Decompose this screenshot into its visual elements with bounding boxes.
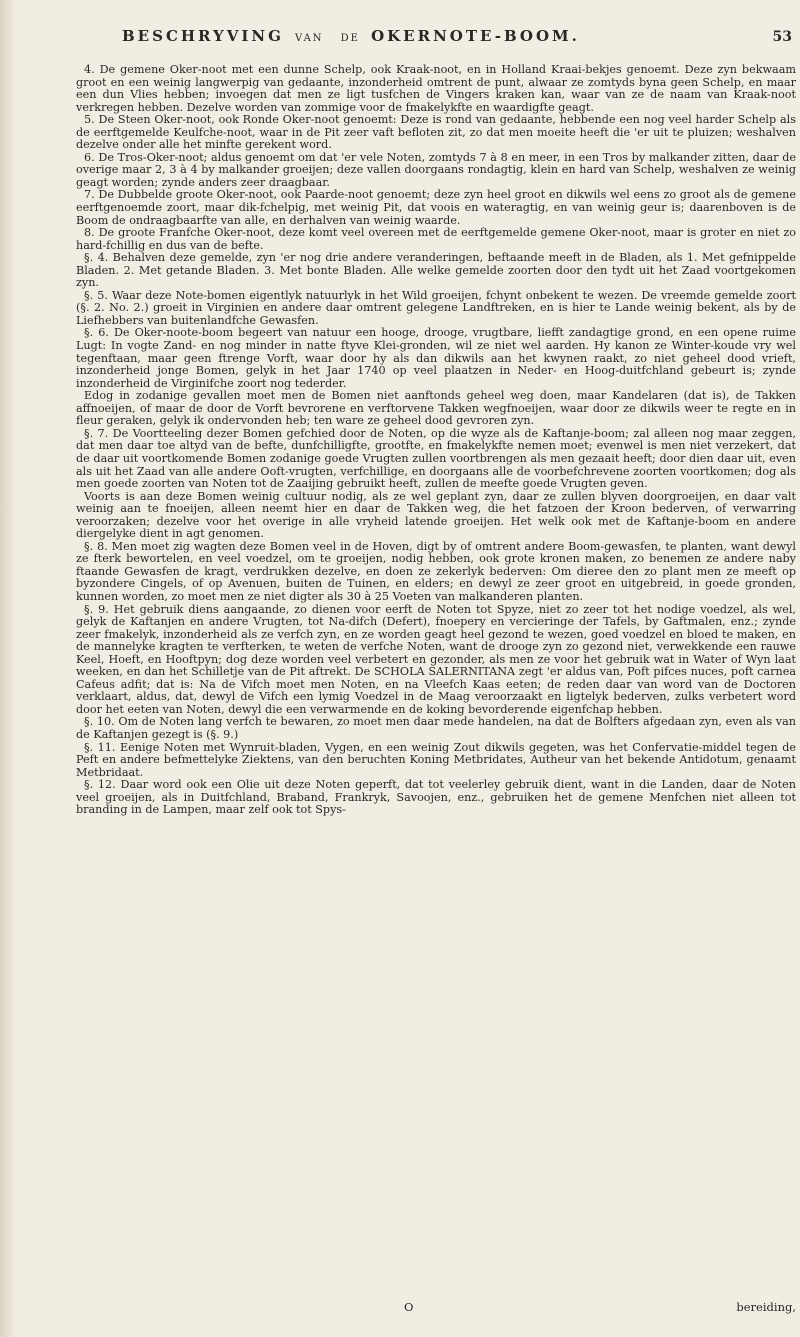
catchword: bereiding,: [736, 1300, 796, 1314]
paragraph: 6. De Tros-Oker-noot; aldus genoemt om dat 'er vele Noten, zomtyds 7 à 8 en meer, in een Tros by malkander zitten, daar de overige maar 2, 3 à 4 by malkander groeijen; deze vallen doorgaans rondagtig, klein en hard van Schelp, weshalven ze weinig geagt worden; zynde anders zeer draagbaar.: [76, 150, 796, 189]
header-title: [122, 26, 580, 45]
book-page: [40, 0, 796, 1337]
signature-mark: O: [404, 1300, 414, 1314]
header-word-1: BESCHRYVING: [122, 27, 284, 45]
page-edge-shadow: [0, 0, 14, 1337]
paragraph: Voorts is aan deze Bomen weinig cultuur nodig, als ze wel geplant zyn, daar ze zullen blyven doorgroeijen, en daar valt weinig aan te fnoeijen, alleen neemt hier en daar de Takken weg, die het fatzoen der Kroon bederven, of verwarring veroorzaken; dezelve voor het overige in alle vryheid latende groeijen. Het welk ook met de Kaftanje-boom en andere diergelyke dient in agt genomen.: [76, 489, 796, 541]
header-small-1: VAN: [295, 33, 324, 44]
paragraph: §. 10. Om de Noten lang verfch te bewaren, zo moet men daar mede handelen, na dat de Bolfters afgedaan zyn, even als van de Kaftanjen gezegt is (§. 9.): [76, 715, 796, 741]
paragraph: §. 11. Eenige Noten met Wynruit-bladen, Vygen, en een weinig Zout dikwils gegeten, was het Confervatie-middel tegen de Peft en andere befmettelyke Ziektens, van den beruchten Koning Metbridates, Autheur van het bekende Antidotum, genaamt Metbridaat.: [76, 740, 796, 779]
header-small-2: DE: [340, 33, 360, 44]
paragraph: §. 4. Behalven deze gemelde, zyn 'er nog drie andere veranderingen, beftaande meeft in de Bladen, als 1. Met gefnippelde Bladen. 2. Met getande Bladen. 3. Met bonte Bladen. Alle welke gemelde zoorten door den tydt uit het Zaad voortgekomen zyn.: [76, 251, 796, 290]
paragraph: §. 5. Waar deze Note-bomen eigentlyk natuurlyk in het Wild groeijen, fchynt onbekent te wezen. De vreemde gemelde zoort (§. 2. No. 2.) groeit in Virginien en andere daar omtrent gelegene Landftreken, en is hier te Lande weinig bekent, als by de Liefhebbers van buitenlandfche Gewasfen.: [76, 288, 796, 327]
paragraph: 7. De Dubbelde groote Oker-noot, ook Paarde-noot genoemt; deze zyn heel groot en dikwils wel eens zo groot als de gemene eerftgenoemde zoort, maar dik-fchelpig, met weinig Pit, dat voois en wateragtig, en van weinig geur is; daarenboven is de Boom de ondraagbaarfte van alle, en derhalven van weinig waarde.: [76, 188, 796, 227]
body-text: [76, 64, 796, 817]
page-number: 53: [772, 29, 792, 45]
paragraph: 8. De groote Franfche Oker-noot, deze komt veel overeen met de eerftgemelde gemene Oker-noot, maar is groter en niet zo hard-fchillig en dus van de befte.: [76, 226, 796, 252]
paragraph: §. 9. Het gebruik diens aangaande, zo dienen voor eerft de Noten tot Spyze, niet zo zeer tot het nodige voedzel, als wel, gelyk de Kaftanjen en andere Vrugten, tot Na-difch (Defert), fnoepery en vercieringe der Tafels, by Gaftmalen, enz.; zynde zeer fmakelyk, inzonderheid als ze verfch zyn, en ze worden geagt heel gezond te wezen, goed voedzel en bloed te maken, en de mannelyke kragten te verfterken, te weten de verfche Noten, want de drooge zyn zo gezond niet, verwekkende een rauwe Keel, Hoeft, en Hooftpyn; dog deze worden veel verbetert en gezonder, als men ze voor het gebruik wat in Water of Wyn laat weeken, en dan het Schilletje van de Pit aftrekt. De SCHOLA SALERNITANA zegt 'er aldus van, Poft pifces nuces, poft carnea Cafeus adfit; dat is: Na de Vifch moet men Noten, en na Vleefch Kaas eeten; de reden daar van word van de Doctoren verklaart, aldus, dat, dewyl de Vifch een lymig Voedzel in de Maag veroorzaakt en ligtelyk bederven, zulks verbetert word door het eeten van Noten, dewyl die een verwarmende en de koking bevorderende eigenfchap hebben.: [76, 602, 796, 716]
paragraph: §. 12. Daar word ook een Olie uit deze Noten geperft, dat tot veelerley gebruik dient, want in die Landen, daar de Noten veel groeijen, als in Duitfchland, Braband, Frankryk, Savoojen, enz., gebruiken het de gemene Menfchen niet alleen tot branding in de Lampen, maar zelf ook tot Spys-: [76, 778, 796, 817]
paragraph: §. 7. De Voortteeling dezer Bomen gefchied door de Noten, op die wyze als de Kaftanje-boom; zal alleen nog maar zeggen, dat men daar toe altyd van de befte, dunfchilligfte, grootfte, en fmakelykfte nemen moet; evenwel is men niet verzekert, dat de daar uit voortkomende Bomen zodanige goede Vrugten zullen voortbrengen als men gezaait heeft; door dien daar uit, even als uit het Zaad van alle andere Ooft-vrugten, verfchillige, en doorgaans alle de voorbefchrevene zoorten voortkomen; dog als men goede zoorten van Noten tot de Zaaijing gebruikt heeft, zullen de meefte goede Vrugten geven.: [76, 426, 796, 491]
paragraph: Edog in zodanige gevallen moet men de Bomen niet aanftonds geheel weg doen, maar Kandelaren (dat is), de Takken affnoeijen, of maar de door de Vorft bevrorene en verftorvene Takken wegfnoeijen, waar door ze dikwils weer te regte en in fleur geraken, gelyk ik ondervonden heb; ten ware ze geheel dood gevroren zyn.: [76, 389, 796, 428]
page-footer: [76, 1300, 796, 1318]
running-header: [122, 26, 792, 56]
paragraph: 5. De Steen Oker-noot, ook Ronde Oker-noot genoemt: Deze is rond van gedaante, hebbende een nog veel harder Schelp als de eerftgemelde Keulfche-noot, waar in de Pit zeer vaft befloten zit, zo dat men moeite heeft die 'er uit te pluizen; weshalven dezelve onder alle het minfte gerekent word.: [76, 113, 796, 152]
paragraph: §. 8. Men moet zig wagten deze Bomen veel in de Hoven, digt by of omtrent andere Boom-gewasfen, te planten, want dewyl ze fterk bewortelen, en veel voedzel, om te groeijen, nodig hebben, ook grote kronen maken, zo benemen ze andere naby ftaande Gewasfen de kragt, verdrukken dezelve, en doen ze zekerlyk bederven: Om dieree den zo plant men ze meeft op byzondere Cingels, of op Avenuen, buiten de Tuinen, en elders; en dewyl ze zeer groot en uitgebreid, in goede gronden, kunnen worden, zo moet men ze niet digter als 30 à 25 Voeten van malkanderen planten.: [76, 539, 796, 603]
paragraph: §. 6. De Oker-noote-boom begeert van natuur een hooge, drooge, vrugtbare, liefft zandagtige grond, en een opene ruime Lugt: In vogte Zand- en nog minder in natte ftyve Klei-gronden, wil ze niet wel aarden. Hy kanon ze Winter-koude vry wel tegenftaan, maar geen ftrenge Vorft, waar door hy als dan dikwils aan het kwynen raakt, zo niet geheel dood vrieft, inzonderheid jonge Bomen, gelyk in het Jaar 1740 op veel plaatzen in Neder- en Hoog-duitfchland gebeurt is; zynde inzonderheid de Virginifche zoort nog tederder.: [76, 326, 796, 390]
paragraph: 4. De gemene Oker-noot met een dunne Schelp, ook Kraak-noot, en in Holland Kraai-bekjes genoemt. Deze zyn bekwaam groot en een weinig langwerpig van gedaante, inzonderheid omtrent de punt, alwaar ze zomtyds byna geen Schelp, en maar een dun Vlies hebben; invoegen dat men ze ligt tusfchen de Vingers kraken kan, waar van ze de naam van Kraak-noot verkregen hebben. Dezelve worden van zommige voor de fmakelykfte en waardigfte geagt.: [76, 63, 796, 114]
header-word-2: OKERNOTE-BOOM.: [371, 27, 580, 45]
